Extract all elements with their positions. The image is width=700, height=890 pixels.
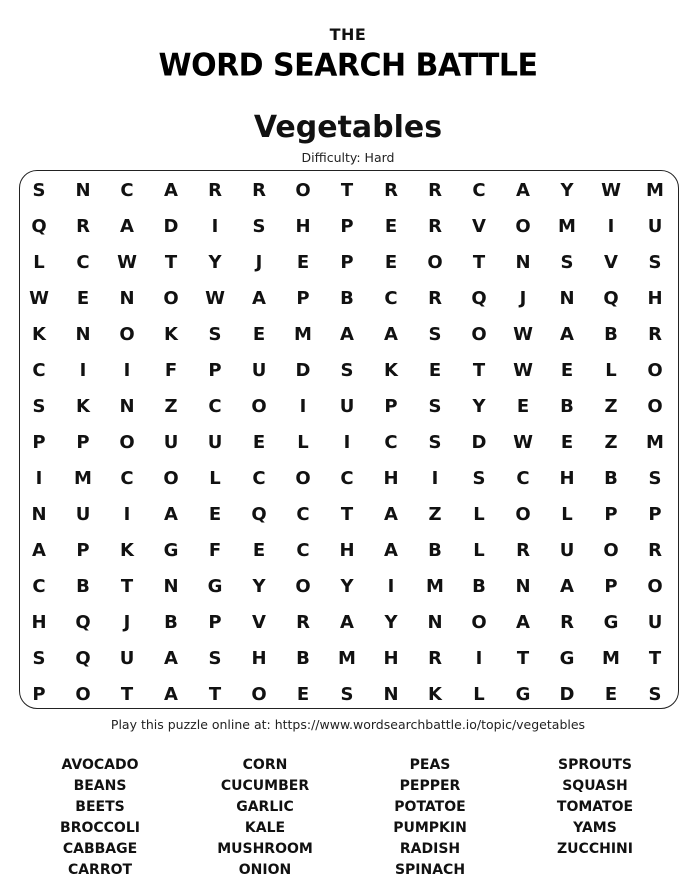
grid-cell[interactable]: E — [252, 324, 266, 345]
word-list-item: TOMATOE — [556, 799, 634, 815]
grid-cell[interactable]: S — [32, 396, 46, 417]
grid-cell[interactable]: U — [75, 504, 91, 525]
grid-cell[interactable]: O — [647, 396, 663, 417]
grid-cell[interactable]: W — [513, 324, 533, 345]
grid-row — [17, 425, 677, 461]
grid-cell[interactable]: W — [117, 252, 137, 273]
grid-cell[interactable]: M — [558, 216, 576, 237]
grid-cell[interactable]: R — [428, 288, 442, 309]
word-list-item: CORN — [242, 757, 288, 773]
grid-cell[interactable]: E — [428, 360, 442, 381]
grid-cell[interactable]: E — [384, 216, 398, 237]
grid-cell[interactable]: I — [475, 648, 483, 669]
word-list-item: POTATOE — [394, 799, 466, 815]
grid-cell[interactable]: B — [604, 468, 618, 489]
grid-cell[interactable]: O — [603, 540, 619, 561]
grid-cell[interactable]: B — [604, 324, 618, 345]
grid-cell[interactable]: Q — [471, 288, 487, 309]
grid-cell[interactable]: S — [208, 648, 222, 669]
grid-cell[interactable]: D — [471, 432, 487, 453]
grid-cell[interactable]: Z — [428, 504, 442, 525]
grid-cell[interactable]: C — [472, 180, 486, 201]
word-list-item: MUSHROOM — [217, 841, 313, 857]
grid-cell[interactable]: D — [295, 360, 311, 381]
word-list-item: ONION — [238, 862, 292, 878]
grid-cell[interactable]: G — [163, 540, 179, 561]
grid-cell[interactable]: Y — [340, 576, 354, 597]
grid-cell[interactable]: M — [646, 432, 664, 453]
grid-cell[interactable]: I — [211, 216, 219, 237]
grid-cell[interactable]: W — [601, 180, 621, 201]
grid-cell[interactable]: A — [384, 504, 398, 525]
grid-cell[interactable]: T — [516, 648, 530, 669]
grid-cell[interactable]: K — [76, 396, 90, 417]
grid-cell[interactable]: T — [120, 576, 134, 597]
grid-cell[interactable]: U — [163, 432, 179, 453]
grid-cell[interactable]: L — [561, 504, 573, 525]
word-list-item: PEAS — [409, 757, 451, 773]
grid-cell[interactable]: J — [519, 288, 527, 309]
grid-cell[interactable]: I — [387, 576, 395, 597]
grid-cell[interactable]: U — [251, 360, 267, 381]
grid-cell[interactable]: R — [648, 324, 662, 345]
word-list-item: PEPPER — [399, 778, 461, 794]
grid-cell[interactable]: N — [515, 576, 531, 597]
grid-cell[interactable]: G — [559, 648, 575, 669]
grid-cell[interactable]: H — [383, 648, 399, 669]
grid-cell[interactable]: B — [428, 540, 442, 561]
grid-cell[interactable]: Q — [75, 612, 91, 633]
grid-cell[interactable]: E — [252, 540, 266, 561]
grid-cell[interactable]: N — [119, 396, 135, 417]
grid-cell[interactable]: R — [428, 180, 442, 201]
grid-cell[interactable]: C — [340, 468, 354, 489]
grid-cell[interactable]: B — [560, 396, 574, 417]
grid-cell[interactable]: C — [516, 468, 530, 489]
grid-cell[interactable]: P — [648, 504, 662, 525]
grid-cell[interactable]: L — [33, 252, 45, 273]
grid-cell[interactable]: A — [384, 324, 398, 345]
grid-cell[interactable]: C — [76, 252, 90, 273]
grid-cell[interactable]: I — [123, 504, 131, 525]
grid-cell[interactable]: R — [428, 648, 442, 669]
word-list-item: SQUASH — [562, 778, 628, 794]
grid-cell[interactable]: K — [32, 324, 46, 345]
grid-cell[interactable]: I — [299, 396, 307, 417]
grid-cell[interactable]: N — [119, 288, 135, 309]
word-list-item: YAMS — [573, 820, 617, 836]
grid-cell[interactable]: M — [294, 324, 312, 345]
grid-cell[interactable]: Y — [384, 612, 398, 633]
grid-cell[interactable]: B — [296, 648, 310, 669]
grid-cell[interactable]: P — [340, 216, 354, 237]
grid-cell[interactable]: H — [383, 468, 399, 489]
grid-cell[interactable]: E — [604, 684, 618, 705]
grid-cell[interactable]: B — [164, 612, 178, 633]
grid-cell[interactable]: V — [252, 612, 266, 633]
grid-cell[interactable]: R — [560, 612, 574, 633]
grid-cell[interactable]: C — [32, 360, 46, 381]
grid-cell[interactable]: Y — [472, 396, 486, 417]
grid-cell[interactable]: A — [340, 612, 354, 633]
grid-cell[interactable]: N — [31, 504, 47, 525]
grid-cell[interactable]: G — [515, 684, 531, 705]
grid-cell[interactable]: A — [516, 180, 530, 201]
grid-cell[interactable]: J — [123, 612, 131, 633]
grid-cell[interactable]: Y — [208, 252, 222, 273]
grid-cell[interactable]: N — [163, 576, 179, 597]
grid-cell[interactable]: N — [559, 288, 575, 309]
word-list-item: CUCUMBER — [220, 778, 310, 794]
grid-cell[interactable]: R — [428, 216, 442, 237]
grid-cell[interactable]: G — [603, 612, 619, 633]
grid-cell[interactable]: H — [647, 288, 663, 309]
grid-cell[interactable]: O — [647, 360, 663, 381]
grid-cell[interactable]: H — [251, 648, 267, 669]
grid-cell[interactable]: O — [119, 432, 135, 453]
grid-row — [17, 281, 677, 317]
grid-cell[interactable]: S — [208, 324, 222, 345]
grid-cell[interactable]: O — [119, 324, 135, 345]
puzzle-title: Vegetables — [253, 110, 443, 145]
grid-cell[interactable]: C — [384, 288, 398, 309]
grid-cell[interactable]: S — [340, 360, 354, 381]
grid-cell[interactable]: V — [604, 252, 618, 273]
grid-cell[interactable]: Z — [164, 396, 178, 417]
grid-cell[interactable]: I — [35, 468, 43, 489]
grid-cell[interactable]: M — [74, 468, 92, 489]
grid-cell[interactable]: V — [472, 216, 486, 237]
grid-cell[interactable]: B — [472, 576, 486, 597]
grid-cell[interactable]: A — [252, 288, 266, 309]
grid-cell[interactable]: W — [205, 288, 225, 309]
grid-cell[interactable]: I — [79, 360, 87, 381]
grid-cell[interactable]: H — [559, 468, 575, 489]
grid-row — [17, 461, 677, 497]
grid-cell[interactable]: P — [604, 504, 618, 525]
grid-cell[interactable]: R — [516, 540, 530, 561]
grid-cell[interactable]: T — [208, 684, 222, 705]
grid-cell[interactable]: P — [208, 360, 222, 381]
grid-cell[interactable]: O — [427, 252, 443, 273]
grid-cell[interactable]: B — [76, 576, 90, 597]
grid-cell[interactable]: O — [251, 396, 267, 417]
grid-cell[interactable]: L — [297, 432, 309, 453]
grid-cell[interactable]: W — [29, 288, 49, 309]
word-list-item: BROCCOLI — [60, 820, 140, 836]
grid-cell[interactable]: S — [340, 684, 354, 705]
grid-cell[interactable]: W — [513, 432, 533, 453]
word-list-item: BEANS — [73, 778, 127, 794]
grid-cell[interactable]: R — [648, 540, 662, 561]
grid-cell[interactable]: P — [32, 684, 46, 705]
word-list-item: KALE — [244, 820, 286, 836]
grid-cell[interactable]: Y — [560, 180, 574, 201]
grid-cell[interactable]: U — [647, 612, 663, 633]
word-list-item: SPROUTS — [557, 757, 633, 773]
grid-cell[interactable]: A — [164, 180, 178, 201]
grid-cell[interactable]: R — [208, 180, 222, 201]
grid-cell[interactable]: M — [426, 576, 444, 597]
grid-cell[interactable]: O — [515, 504, 531, 525]
grid-cell[interactable]: O — [163, 288, 179, 309]
grid-cell[interactable]: P — [604, 576, 618, 597]
grid-cell[interactable]: E — [516, 396, 530, 417]
grid-row — [17, 605, 677, 641]
word-list-item: AVOCADO — [61, 757, 139, 773]
grid-cell[interactable]: Q — [251, 504, 267, 525]
grid-cell[interactable]: C — [32, 576, 46, 597]
grid-cell[interactable]: A — [164, 648, 178, 669]
grid-cell[interactable]: Q — [75, 648, 91, 669]
grid-cell[interactable]: I — [123, 360, 131, 381]
grid-cell[interactable]: U — [559, 540, 575, 561]
word-list-item: PUMPKIN — [393, 820, 467, 836]
grid-cell[interactable]: S — [472, 468, 486, 489]
grid-cell[interactable]: P — [340, 252, 354, 273]
grid-cell[interactable]: S — [32, 180, 46, 201]
grid-cell[interactable]: N — [383, 684, 399, 705]
grid-cell[interactable]: K — [164, 324, 178, 345]
grid-cell[interactable]: P — [296, 288, 310, 309]
word-column — [350, 756, 510, 882]
word-list-item: SPINACH — [394, 862, 466, 878]
grid-cell[interactable]: M — [646, 180, 664, 201]
grid-row — [17, 569, 677, 605]
grid-cell[interactable]: F — [208, 540, 222, 561]
grid-cell[interactable]: C — [120, 180, 134, 201]
grid-cell[interactable]: E — [208, 504, 222, 525]
grid-cell[interactable]: P — [32, 432, 46, 453]
grid-cell[interactable]: S — [428, 396, 442, 417]
grid-cell[interactable]: D — [559, 684, 575, 705]
word-list-item: BEETS — [75, 799, 125, 815]
grid-cell[interactable]: Q — [31, 216, 47, 237]
grid-cell[interactable]: I — [431, 468, 439, 489]
grid-cell[interactable]: G — [207, 576, 223, 597]
grid-cell[interactable]: A — [384, 540, 398, 561]
grid-cell[interactable]: F — [164, 360, 178, 381]
grid-cell[interactable]: K — [428, 684, 442, 705]
grid-cell[interactable]: S — [428, 432, 442, 453]
grid-cell[interactable]: U — [647, 216, 663, 237]
grid-cell[interactable]: O — [471, 324, 487, 345]
grid-cell[interactable]: O — [163, 468, 179, 489]
grid-cell[interactable]: E — [252, 432, 266, 453]
word-list-item: GARLIC — [236, 799, 294, 815]
grid-cell[interactable]: E — [560, 432, 574, 453]
grid-cell[interactable]: T — [164, 252, 178, 273]
word-list — [0, 756, 700, 886]
grid-cell[interactable]: N — [515, 252, 531, 273]
grid-cell[interactable]: L — [473, 504, 485, 525]
grid-cell[interactable]: H — [31, 612, 47, 633]
grid-cell[interactable]: A — [164, 504, 178, 525]
grid-cell[interactable]: C — [296, 540, 310, 561]
word-list-item: CABBAGE — [62, 841, 138, 857]
grid-cell[interactable]: T — [472, 252, 486, 273]
grid-cell[interactable]: E — [296, 252, 310, 273]
grid-cell[interactable]: C — [252, 468, 266, 489]
brand-logo: WORD SEARCH BATTLE — [158, 47, 538, 84]
grid-cell[interactable]: N — [75, 324, 91, 345]
grid-cell[interactable]: P — [384, 396, 398, 417]
grid-cell[interactable]: A — [340, 324, 354, 345]
grid-cell[interactable]: M — [338, 648, 356, 669]
grid-cell[interactable]: R — [252, 180, 266, 201]
grid-cell[interactable]: P — [76, 540, 90, 561]
grid-cell[interactable]: O — [251, 684, 267, 705]
grid-cell[interactable]: L — [209, 468, 221, 489]
grid-cell[interactable]: I — [607, 216, 615, 237]
grid-cell[interactable]: I — [343, 432, 351, 453]
grid-cell[interactable]: R — [296, 612, 310, 633]
grid-cell[interactable]: C — [296, 504, 310, 525]
grid-cell[interactable]: K — [120, 540, 134, 561]
grid-cell[interactable]: C — [120, 468, 134, 489]
grid-row — [17, 497, 677, 533]
grid-row — [17, 353, 677, 389]
grid-cell[interactable]: O — [295, 180, 311, 201]
grid-cell[interactable]: L — [473, 540, 485, 561]
word-list-item: RADISH — [399, 841, 461, 857]
grid-cell[interactable]: C — [208, 396, 222, 417]
grid-cell[interactable]: O — [75, 684, 91, 705]
grid-cell[interactable]: P — [76, 432, 90, 453]
grid-cell[interactable]: H — [295, 216, 311, 237]
grid-cell[interactable]: M — [602, 648, 620, 669]
grid-cell[interactable]: E — [384, 252, 398, 273]
grid-cell[interactable]: T — [472, 360, 486, 381]
grid-cell[interactable]: A — [120, 216, 134, 237]
grid-cell[interactable]: D — [163, 216, 179, 237]
letter-grid[interactable] — [17, 173, 677, 713]
grid-cell[interactable]: K — [384, 360, 398, 381]
difficulty-label: Difficulty: Hard — [301, 150, 395, 165]
grid-cell[interactable]: S — [252, 216, 266, 237]
grid-cell[interactable]: U — [119, 648, 135, 669]
grid-cell[interactable]: U — [339, 396, 355, 417]
grid-cell[interactable]: S — [648, 468, 662, 489]
grid-row — [17, 677, 677, 713]
grid-cell[interactable]: E — [76, 288, 90, 309]
grid-cell[interactable]: L — [473, 684, 485, 705]
grid-cell[interactable]: T — [340, 180, 354, 201]
grid-cell[interactable]: S — [32, 648, 46, 669]
brand-prefix: THE — [329, 25, 367, 44]
grid-row — [17, 317, 677, 353]
grid-cell[interactable]: E — [560, 360, 574, 381]
grid-cell[interactable]: B — [340, 288, 354, 309]
grid-cell[interactable]: R — [384, 180, 398, 201]
grid-cell[interactable]: T — [340, 504, 354, 525]
word-list-item: ZUCCHINI — [557, 841, 633, 857]
grid-row — [17, 245, 677, 281]
grid-cell[interactable]: O — [515, 216, 531, 237]
grid-cell[interactable]: T — [648, 648, 662, 669]
play-online-link[interactable]: Play this puzzle online at: https://www.wordsearchbattle.io/topic/vegetables — [110, 717, 586, 732]
grid-cell[interactable]: S — [560, 252, 574, 273]
grid-cell[interactable]: N — [427, 612, 443, 633]
grid-cell[interactable]: A — [560, 324, 574, 345]
grid-cell[interactable]: S — [648, 252, 662, 273]
grid-cell[interactable]: S — [648, 684, 662, 705]
grid-cell[interactable]: R — [76, 216, 90, 237]
grid-row — [17, 173, 677, 209]
word-list-item: CARROT — [67, 862, 133, 878]
grid-cell[interactable]: O — [295, 468, 311, 489]
grid-cell[interactable]: Q — [603, 288, 619, 309]
grid-cell[interactable]: H — [339, 540, 355, 561]
grid-cell[interactable]: U — [207, 432, 223, 453]
grid-row — [17, 209, 677, 245]
grid-cell[interactable]: T — [120, 684, 134, 705]
grid-cell[interactable]: W — [513, 360, 533, 381]
word-column — [185, 756, 345, 882]
grid-cell[interactable]: A — [516, 612, 530, 633]
grid-cell[interactable]: N — [75, 180, 91, 201]
grid-cell[interactable]: Y — [252, 576, 266, 597]
grid-cell[interactable]: P — [208, 612, 222, 633]
grid-cell[interactable]: A — [164, 684, 178, 705]
grid-cell[interactable]: J — [255, 252, 263, 273]
grid-row — [17, 533, 677, 569]
grid-cell[interactable]: O — [471, 612, 487, 633]
grid-cell[interactable]: E — [296, 684, 310, 705]
grid-cell[interactable]: A — [560, 576, 574, 597]
grid-cell[interactable]: O — [647, 576, 663, 597]
grid-cell[interactable]: C — [384, 432, 398, 453]
grid-cell[interactable]: L — [605, 360, 617, 381]
grid-cell[interactable]: O — [295, 576, 311, 597]
grid-cell[interactable]: A — [32, 540, 46, 561]
grid-row — [17, 641, 677, 677]
word-column — [20, 756, 180, 882]
grid-cell[interactable]: Z — [604, 396, 618, 417]
grid-cell[interactable]: Z — [604, 432, 618, 453]
grid-cell[interactable]: S — [428, 324, 442, 345]
grid-row — [17, 389, 677, 425]
word-column — [515, 756, 675, 861]
